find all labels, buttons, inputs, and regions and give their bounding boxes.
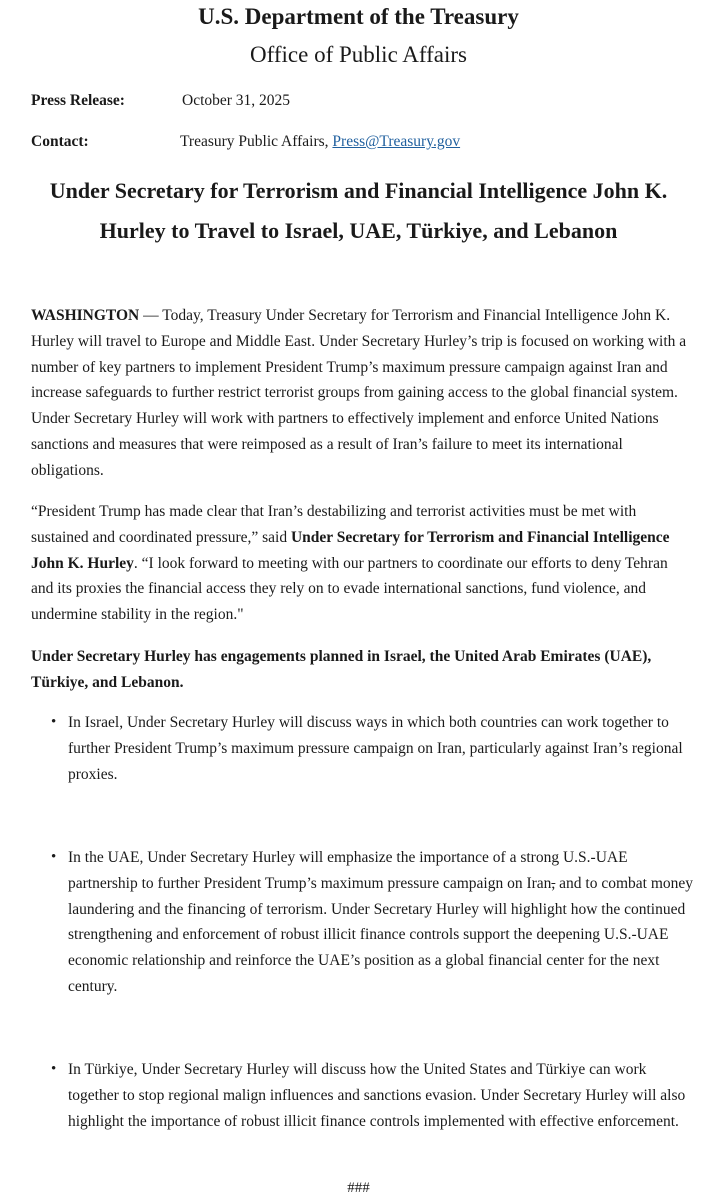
intro-text: — Today, Treasury Under Secretary for Terrorism and Financial Intelligence John K. Hurley will travel to Europe and Middle East. Under Secretary Hurley’s trip is focused on working with a number of key partners to implement President Trump’s maximum pressure campaign against Iran and increase safeguards to further restrict terrorist groups from gaining access to the global financial system. Under Secretary Hurley will work with partners to effectively implement and enforce United Nations sanctions and measures that were reimposed as a result of Iran’s failure to meet its international obligations. — [31, 307, 687, 479]
contact-email-link[interactable]: Press@Treasury.gov — [332, 133, 461, 150]
uae-text-end: and to combat money laundering and the financing of terrorism. Under Secretary Hurley will highlight how the continued strengthening and enforcement of robust illicit finance controls support the deepening U.S.-UAE economic relationship and reinforce the UAE’s position as a global financial center for the next century. — [68, 874, 694, 995]
quote-speaker: Under Secretary for Terrorism and Financial Intelligence John K. Hurley — [31, 528, 670, 572]
bullet-text-uae — [68, 845, 696, 1000]
contact-label: Contact: — [31, 133, 89, 150]
quote-paragraph — [31, 499, 693, 628]
bullet-text-turkiye: In Türkiye, Under Secretary Hurley will discuss how the United States and Türkiye can work together to stop regional malign influences and sanctions evasion. Under Secretary Hurley will also highlight the importance of robust illicit finance controls implemented with effective enforcement. — [68, 1061, 686, 1130]
intro-paragraph — [31, 303, 693, 484]
bullet-text-israel: In Israel, Under Secretary Hurley will discuss ways in which both countries can work together to further President Trump’s maximum pressure campaign on Iran, particularly against Iran’s regional proxies. — [68, 714, 683, 783]
dateline: WASHINGTON — [31, 307, 140, 324]
bullet-marker: • — [51, 849, 57, 865]
uae-text-start: In the UAE, Under Secretary Hurley will emphasize the importance of a strong U.S.-UAE partnership to further President Trump’s maximum pressure campaign on Iran — [68, 849, 628, 892]
press-release-date: October 31, 2025 — [182, 92, 291, 109]
press-release-label: Press Release: — [31, 92, 125, 109]
quote-start: “President Trump has made clear that Iran’s destabilizing and terrorist activities must be met with sustained and coordinated pressure,” said — [31, 503, 637, 546]
struck-comma: , — [551, 874, 556, 892]
office-subtitle: Office of Public Affairs — [250, 42, 467, 67]
bullet-marker: • — [51, 1061, 57, 1077]
contact-prefix: Treasury Public Affairs, — [180, 133, 333, 150]
quote-end: . “I look forward to meeting with our partners to coordinate our efforts to deny Tehran and its proxies the financial access they rely on to evade international sanctions, fund violence, and undermine stability in the region." — [31, 554, 668, 624]
department-title: U.S. Department of the Treasury — [198, 4, 519, 29]
end-marker: ### — [347, 1180, 370, 1196]
contact-value — [180, 132, 460, 152]
bullet-marker: • — [51, 714, 57, 730]
engagements-paragraph: Under Secretary Hurley has engagements planned in Israel, the United Arab Emirates (UAE), Türkiye, and Lebanon. — [31, 648, 652, 691]
headline: Under Secretary for Terrorism and Financial Intelligence John K. Hurley to Travel to Israel, UAE, Türkiye, and Lebanon — [49, 178, 668, 243]
